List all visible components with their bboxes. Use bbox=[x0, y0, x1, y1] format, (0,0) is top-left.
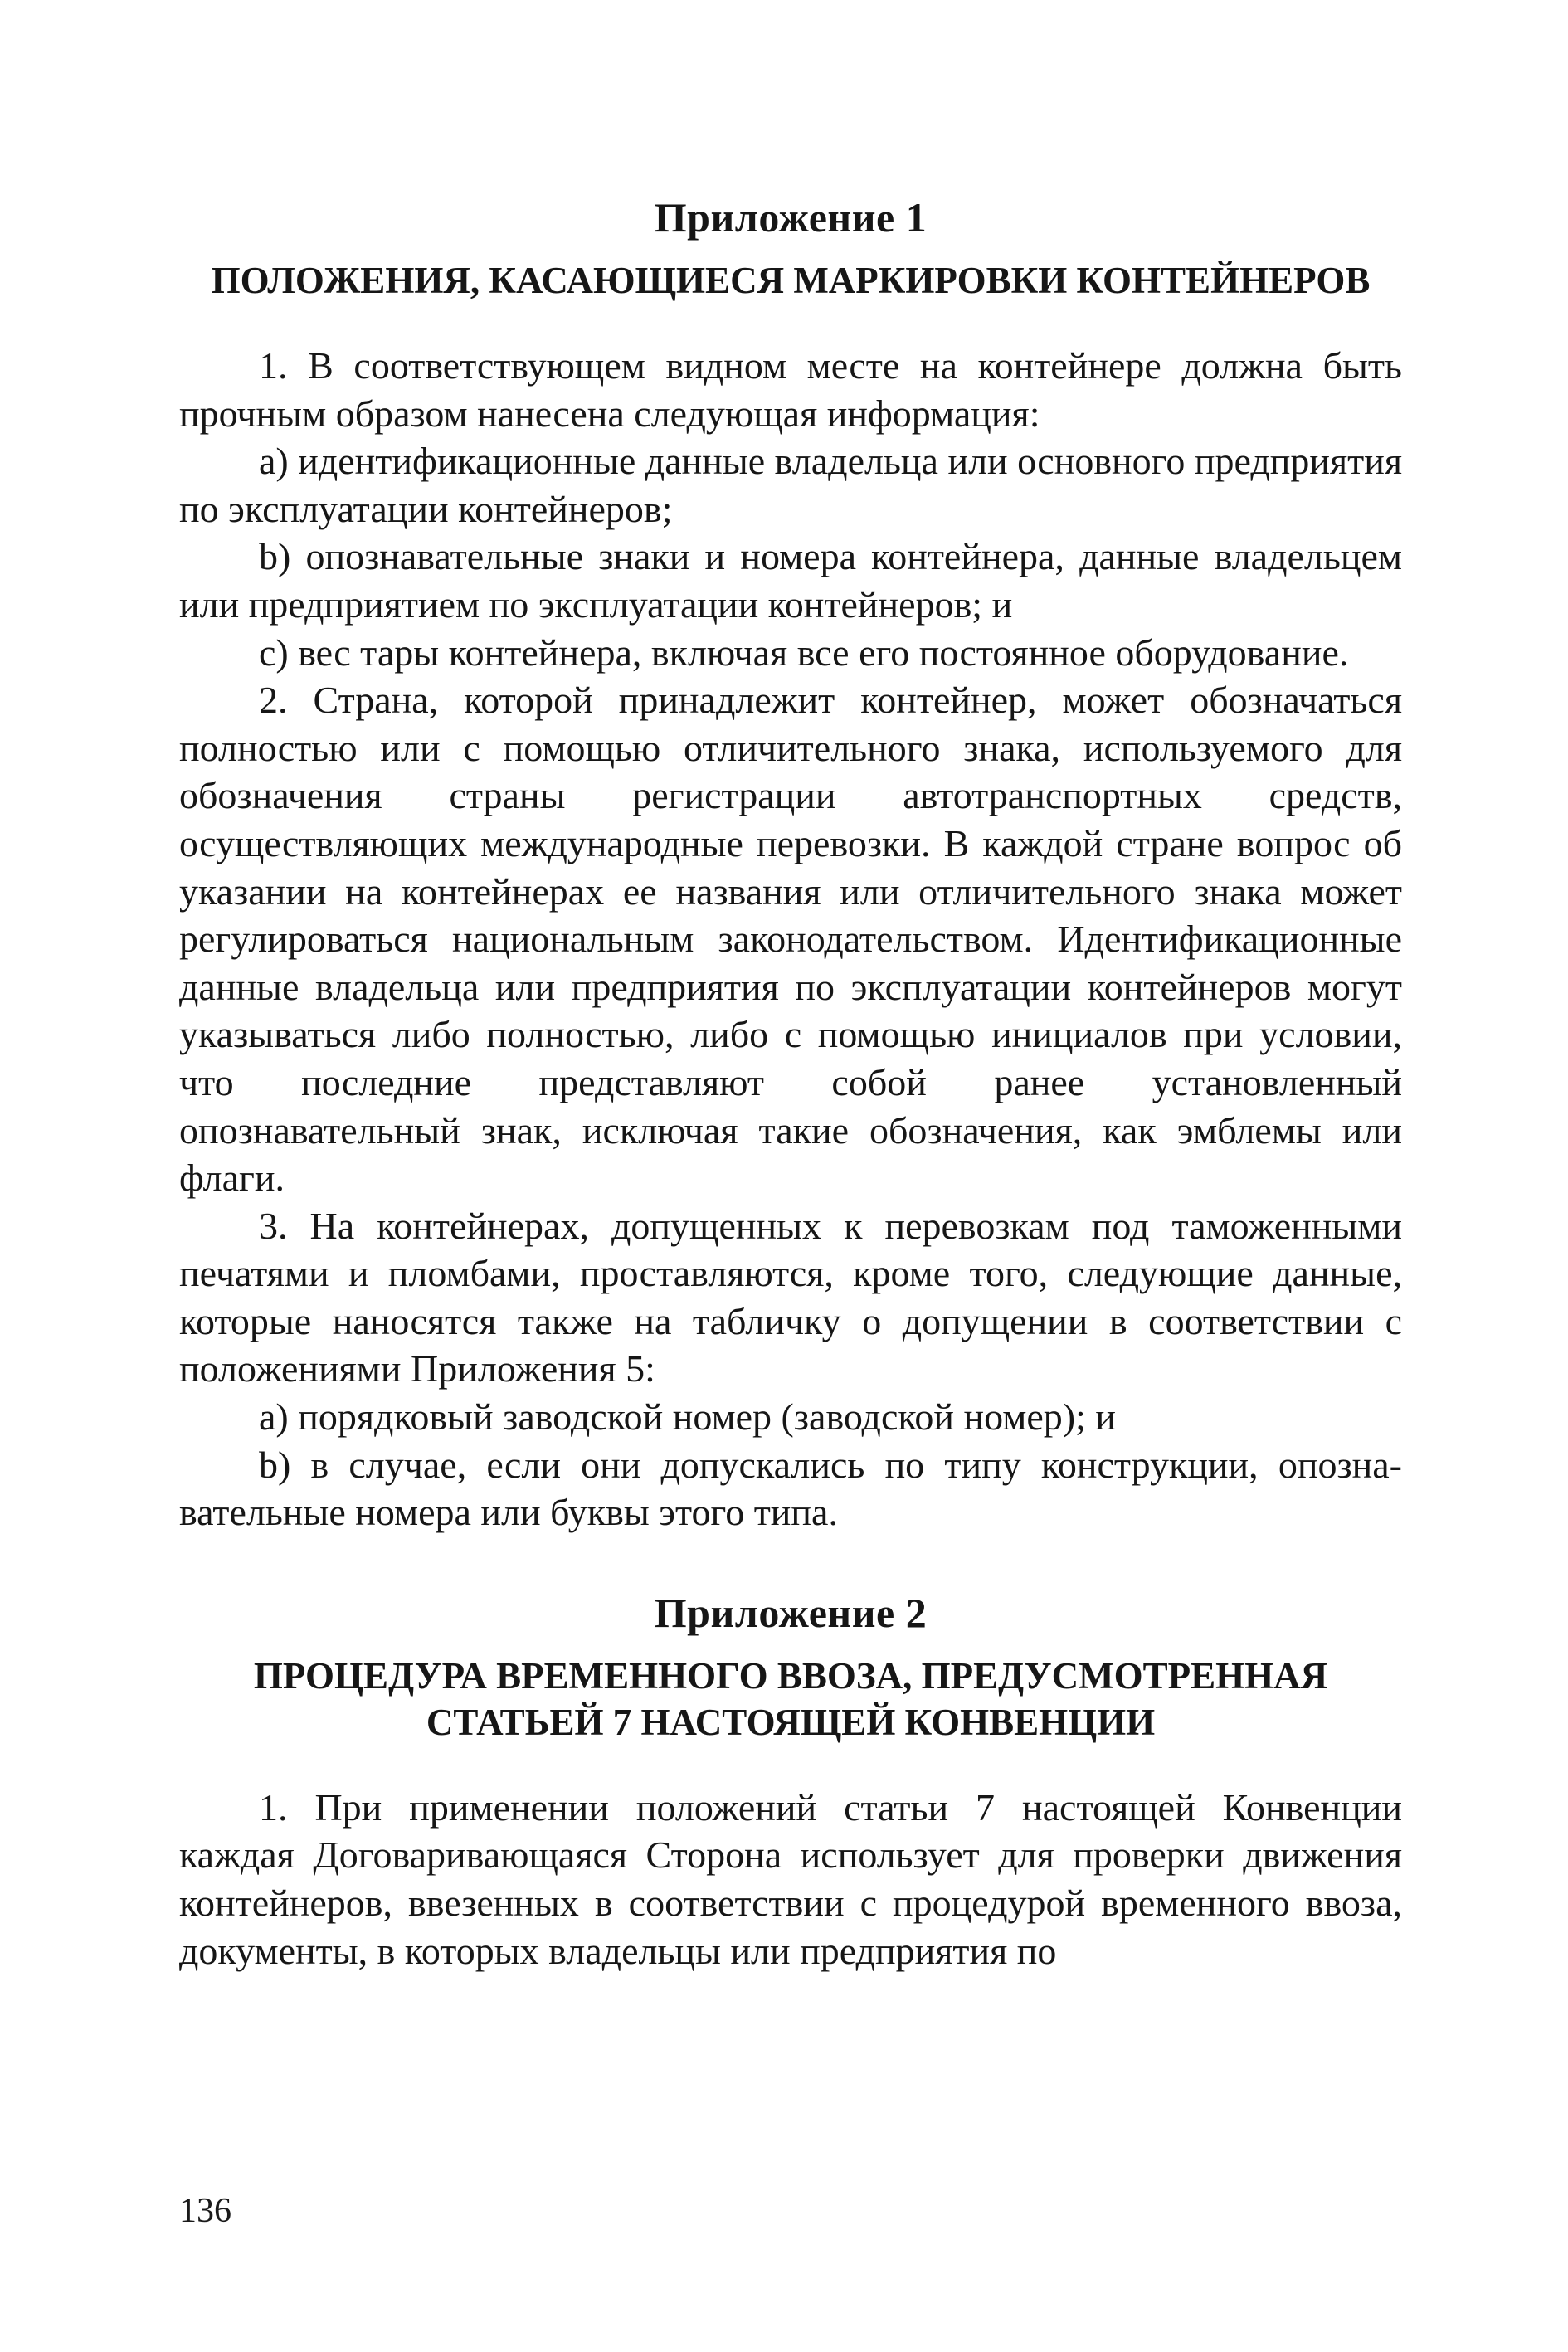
appendix-1-item-c: c) вес тары контейнера, включая все его постоянное оборудование. bbox=[259, 631, 1349, 674]
appendix-1-paragraph-1: 1. В соответствующем видном месте на контейнере должна быть прочным образом нанесена следующая информация: bbox=[179, 344, 1402, 435]
appendix-2-section bbox=[179, 1588, 1402, 1975]
appendix-1-item-a: a) идентификационные данные владельца или основного предприятия по эксплуатации контейнеров; bbox=[179, 440, 1402, 530]
appendix-1-paragraph-3: 3. На контейнерах, допущенных к перевозкам под таможенными печатями и пломбами, проставляются, кроме того, следующие данные, которые наносятся также на табличку о допущении в соответствии с положениями Приложения 5: bbox=[179, 1204, 1402, 1390]
appendix-2-title: Приложение 2 bbox=[654, 1589, 928, 1636]
appendix-2-heading-line-1: ПРОЦЕДУРА ВРЕМЕННОГО ВВОЗА, ПРЕДУСМОТРЕННАЯ bbox=[253, 1654, 1328, 1697]
appendix-1-section bbox=[179, 192, 1402, 1536]
appendix-2-paragraph-1: 1. При применении положений статьи 7 настоящей Конвенции каждая Договаривающаяся Сторона использует для проверки движения контейнеров, ввезенных в соответствии с процедурой временного ввоза, документы, в которых владельцы или предприятия по bbox=[179, 1785, 1402, 1972]
appendix-1-item-3a: a) порядковый заводской номер (заводской номер); и bbox=[259, 1395, 1116, 1439]
page-number: 136 bbox=[179, 2192, 231, 2230]
section-spacer bbox=[179, 1536, 1402, 1588]
appendix-2-heading bbox=[179, 1653, 1402, 1746]
appendix-1-heading: ПОЛОЖЕНИЯ, КАСАЮЩИЕСЯ МАРКИРОВКИ КОНТЕЙНЕРОВ bbox=[211, 260, 1371, 301]
appendix-2-heading-line-2: СТАТЬЕЙ 7 НАСТОЯЩЕЙ КОНВЕНЦИИ bbox=[426, 1701, 1156, 1743]
page-content bbox=[179, 192, 1402, 1975]
appendix-1-item-3b: b) в случае, если они допускались по типу конструкции, опознавательные номера или буквы этого типа. bbox=[179, 1443, 1402, 1534]
appendix-1-item-b: b) опознавательные знаки и номера контейнера, данные владельцем или предприятием по эксплуатации контейнеров; и bbox=[179, 535, 1402, 626]
appendix-1-title: Приложение 1 bbox=[654, 194, 928, 241]
appendix-1-paragraph-2: 2. Страна, которой принадлежит контейнер, может обозначаться полностью или с помощью отличительного знака, используемого для обозначения страны регистрации автотранспортных средств, осуществляющих международные перевозки. В каждой стране вопрос об указании на контейнерах ее названия или отличительного знака может регулироваться национальным законодательством. Идентификационные данные владельца или предприятия по эксплуатации контейнеров могут указываться либо полностью, либо с помощью инициалов при условии, что последние представляют собой ранее установленный опознавательный знак, исключая такие обозначения, как эмблемы или флаги. bbox=[179, 679, 1402, 1200]
